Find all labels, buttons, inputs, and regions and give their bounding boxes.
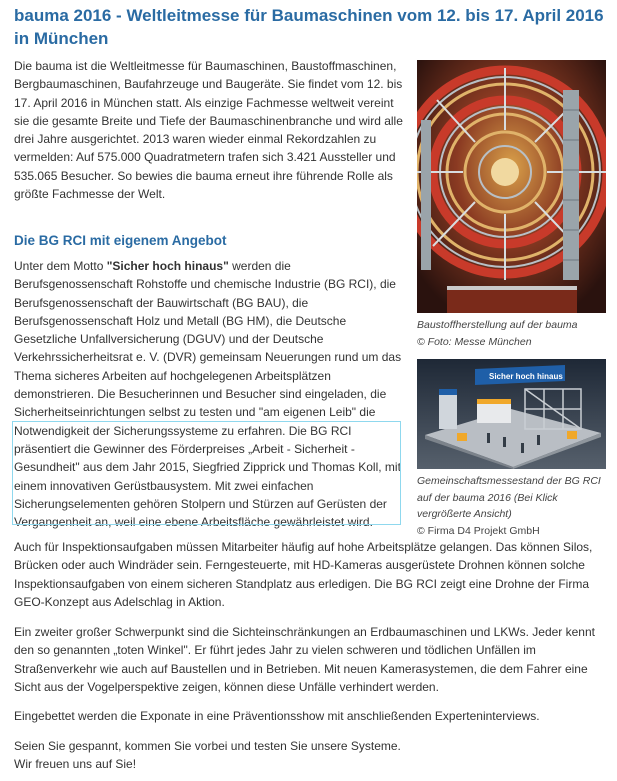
photo-caption-text: Baustoffherstellung auf der bauma [417,319,578,331]
closing-line-1: Seien Sie gespannt, kommen Sie vorbei und testen Sie unsere Systeme. [14,739,401,753]
blind-spot-paragraph: Ein zweiter großer Schwerpunkt sind die Sichteinschränkungen an Erdbaumaschinen und LKWs. Jeder kennt den so genannten „toten Winkel". Er führt jedes Jahr zu vielen schweren und tödlichen Unfällen im Straßenverkehr wie auch auf Baustellen und in Betrieben. Mit neuen Kamerasystemen, die dem Fahrer eine Sicht aus der Vogelperspektive zeigen, können diese Unfälle verhindert werden. [14,625,595,694]
inspection-paragraph: Auch für Inspektionsaufgaben müssen Mitarbeiter häufig auf hohe Arbeitsplätze gelangen. Das können Silos, Brücken oder auch Windräder sein. Ferngesteuerte, mit HD-Kameras ausgerüstete Drohnen können solche Inspektionsaufgaben von einem sicheren Standplatz aus erledigen. Die BG RCI zeigt eine Drohne der Firma GEO-Konzept aus Adelschlag in Aktion. [14,540,593,609]
exhibition-stand-illustration [417,359,606,469]
photo-credit: © Foto: Messe München [417,335,532,348]
closing-paragraph [14,737,606,774]
closing-line-2: Wir freuen uns auf Sie! [14,757,137,772]
motto-prefix: Unter dem Motto [14,259,107,273]
stand-caption [417,473,612,539]
page-title: bauma 2016 - Weltleitmesse für Baumaschinen vom 12. bis 17. April 2016 in München [14,6,604,48]
intro-paragraph: Die bauma ist die Weltleitmesse für Baumaschinen, Baustoffmaschinen, Bergbaumaschinen, Baufahrzeuge und Baugeräte. Sie findet vom 12. bis 17. April 2016 in München statt. Als einzige Fachmesse weltweit vereint sie die gesamte Breite und Tiefe der Baumaschinenbranche und wird alle drei Jahre ausgerichtet. 2013 waren wieder einmal Rekordzahlen zu vermelden: Auf 575.000 Quadratmetern trafen sich 3.421 Aussteller und 535.065 Besucher. So bewies die bauma erneut ihre führende Rolle als größte Fachmesse der Welt. [14,59,403,202]
motto-text: "Sicher hoch hinaus" [106,259,229,273]
machinery-illustration [417,60,606,313]
prevention-show-paragraph: Eingebettet werden die Exponate in eine Präventionsshow mit anschließenden Experteninterviews. [14,709,540,723]
stand-credit: © Firma D4 Projekt GmbH [417,524,540,537]
exhibition-stand-image[interactable] [417,359,606,469]
photo-caption [417,317,612,350]
stand-caption-text: Gemeinschaftsmessestand der BG RCI auf der bauma 2016 (Bei Klick vergrößerte Ansicht) [417,475,601,520]
machinery-photo [417,60,606,313]
section-heading: Die BG RCI mit eigenem Angebot [14,233,227,248]
bg-rci-body: werden die Berufsgenossenschaft Rohstoffe und chemische Industrie (BG RCI), die Berufsgenossenschaft der Bauwirtschaft (BG BAU), die Berufsgenossenschaft Holz und Metall (BG HM), die Deutsche Gesetzliche Unfallversicherung (DGUV) und der Deutsche Verkehrssicherheitsrat e. V. (DVR) gemeinsam Neuerungen rund um das Thema sicheres Arbeiten auf hochgelegenen Arbeitsplätzen demonstrieren. Die Besucherinnen und Besucher sind eingeladen, die Sicherheitseinrichtungen selbst zu testen und "am eigenen Leib" die Notwendigkeit der Sicherungssysteme zu erfahren. Die BG RCI präsentiert die Gewinner des Förderpreises „Arbeit - Sicherheit - Gesundheit" aus dem Jahr 2015, Siegfried Zipprick und Thomas Koll, mit einem innovativen Gerüstbausystem. Mit zwei einfachen Sicherungselementen gehören Stolpern und Stürzen auf Gerüsten der Vergangenheit an, weil eine ebene Arbeitsfläche gewährleistet wird. [14,259,402,530]
bg-rci-paragraph [14,257,405,531]
stand-banner-text: Sicher hoch hinaus [489,372,563,381]
